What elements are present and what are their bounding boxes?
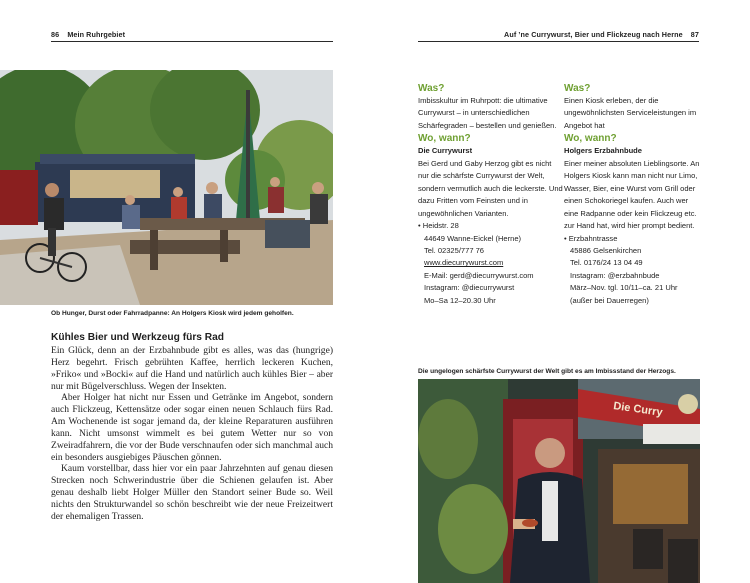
article-paragraph: Aber Holger hat nicht nur Essen und Getränke im Angebot, sondern auch Flickzeug, Kettensätze oder sogar einen neuen Schlauch fürs Rad. Am Wochenende ist sogar jemand da, der kleine Reparaturen ausführen kann. Nicht umsonst wimmelt es bei gutem Wetter nur so von Zweiradfahrern, die vor der Bude verschnaufen oder sich manchmal auch ein besonders ausgiebiges Päuschen gönnen.: [51, 392, 333, 463]
left-running-title: Mein Ruhrgebiet: [67, 30, 126, 39]
right-header-rule: [418, 41, 699, 42]
opening-hours: März–Nov. tgl. 10/11–ca. 21 Uhr: [570, 283, 678, 293]
instagram: Instagram: @diecurrywurst: [424, 283, 515, 293]
place-description: Bei Gerd und Gaby Herzog gibt es nicht nur die schärfste Currywurst der Welt, sondern vermutlich auch die leckerste. Und dazu Fritten vom Feinsten und in ungewöhnlichen Varianten.: [418, 158, 563, 218]
place-name: Die Currywurst: [418, 146, 473, 156]
currywurst-stand-photo: [418, 379, 700, 583]
right-running-title: Auf ’ne Currywurst, Bier und Flickzeug nach Herne: [504, 30, 683, 39]
wo-wann-heading: Wo, wann?: [564, 133, 617, 145]
article-heading: Kühles Bier und Werkzeug fürs Rad: [51, 332, 225, 343]
left-photo-caption: Ob Hunger, Durst oder Fahrradpanne: An Holgers Kiosk wird jedem geholfen.: [51, 310, 294, 317]
article-paragraph: Ein Glück, denn an der Erzbahnbude gibt es alles, was das (hungrige) Herz begehrt. Frisch gebrühten Kaffee, herrlich leckeren Kuchen, »Friko« und »Bocki« auf die Hand und natürlich auch kühles Bier – aber nur mit Bügelverschluss. Wegen der Insekten.: [51, 345, 333, 392]
email: E-Mail: gerd@diecurrywurst.com: [424, 270, 534, 280]
address-city: 44649 Wanne-Eickel (Herne): [424, 233, 522, 243]
phone: Tel. 0176/24 13 04 49: [570, 258, 643, 268]
instagram: Instagram: @erzbahnbude: [570, 270, 660, 280]
right-page-header: [504, 30, 699, 39]
left-header-rule: [51, 41, 333, 42]
was-text: Imbisskultur im Ruhrpott: die ultimative Currywurst – in unterschiedlichen Schärfegraden – bestellen und genießen.: [418, 96, 557, 130]
right-page-number: 87: [690, 30, 699, 39]
wo-wann-heading: Wo, wann?: [418, 133, 471, 145]
infobox-erzbahnbude: [564, 82, 700, 307]
address-street: • Erzbahntrasse: [564, 233, 618, 243]
kiosk-photo: [0, 70, 333, 305]
website-link[interactable]: www.diecurrywurst.com: [424, 258, 504, 268]
left-page-header: [51, 30, 125, 39]
was-heading: Was?: [564, 83, 591, 94]
place-description: Einer meiner absoluten Lieblingsorte. An Holgers Kiosk kann man nicht nur Limo, Wasser, Bier, eine Wurst vom Grill oder einen Schokoriegel kaufen. Auch wer eine Radpanne oder kein Flickzeug etc. zur Hand hat, wird hier prompt bedient.: [564, 158, 700, 231]
place-name: Holgers Erzbahnbude: [564, 146, 642, 156]
opening-hours-note: (außer bei Dauerregen): [570, 295, 649, 305]
article-paragraph: Kaum vorstellbar, dass hier vor ein paar Jahrzehnten auf genau diesen Strecken noch Schwerindustrie über die Schienen gelaufen ist. Aber genau deshalb liebt Holger Müller den Standort seiner Bude so. Weil nichts den Strukturwandel so schön beschreibt wie der neue Freizeitwert der ehemaligen Trassen.: [51, 463, 333, 522]
was-text: Einen Kiosk erleben, der die ungewöhnlichsten Serviceleistungen im Angebot hat: [564, 96, 697, 130]
infobox-currywurst: [418, 82, 563, 307]
was-heading: Was?: [418, 83, 445, 94]
phone: Tel. 02325/777 76: [424, 245, 485, 255]
address-city: 45886 Gelsenkirchen: [570, 245, 642, 255]
article-body: [51, 345, 333, 523]
opening-hours: Mo–Sa 12–20.30 Uhr: [424, 295, 496, 305]
left-page-number: 86: [51, 30, 60, 39]
address-street: • Heidstr. 28: [418, 221, 459, 231]
stand-sign-text: Die Curry: [612, 400, 664, 419]
right-photo-caption: Die ungelogen schärfste Currywurst der Welt gibt es am Imbissstand der Herzogs.: [418, 368, 676, 375]
